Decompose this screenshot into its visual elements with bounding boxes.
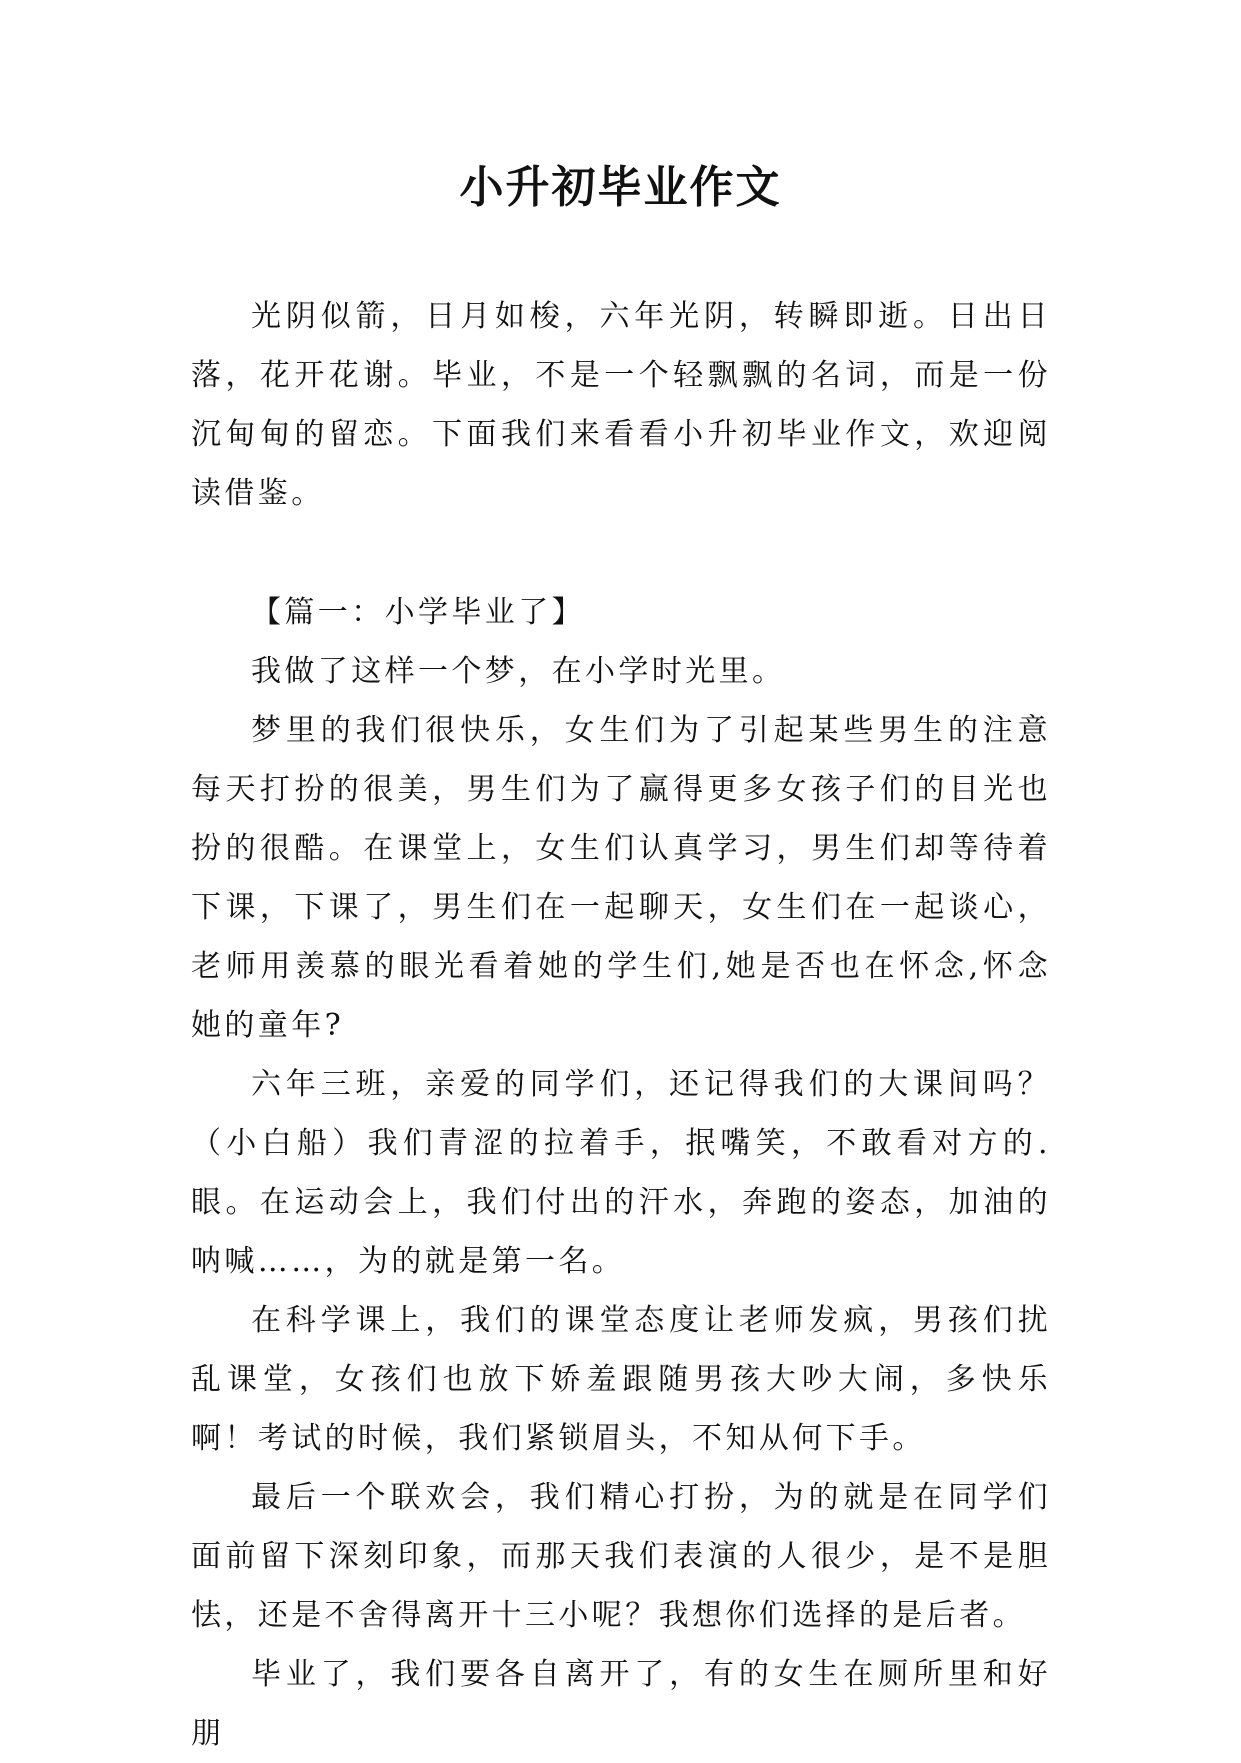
body-paragraph: 我做了这样一个梦，在小学时光里。: [251, 654, 786, 689]
body-paragraph: 在科学课上，我们的课堂态度让老师发疯，男孩们扰乱课堂，女孩们也放下娇羞跟随男孩大吵大闹，多快乐啊！考试的时候，我们紧锁眉头，不知从何下手。: [191, 1303, 1051, 1456]
document-body: [191, 287, 1051, 1763]
body-paragraph: 最后一个联欢会，我们精心打扮，为的就是在同学们面前留下深刻印象，而那天我们表演的人很少，是不是胆怯，还是不舍得离开十三小呢？我想你们选择的是后者。: [191, 1480, 1051, 1633]
body-paragraph: 毕业了，我们要各自离开了，有的女生在厕所里和好朋: [191, 1657, 1051, 1751]
body-paragraph: 梦里的我们很快乐，女生们为了引起某些男生的注意每天打扮的很美，男生们为了赢得更多女孩子们的目光也扮的很酷。在课堂上，女生们认真学习，男生们却等待着下课，下课了，男生们在一起聊天，女生们在一起谈心，老师用羡慕的眼光看着她的学生们,她是否也在怀念,怀念她的童年?: [191, 713, 1051, 1043]
section-heading: 【篇一：小学毕业了】: [251, 595, 585, 630]
body-paragraph: 六年三班，亲爱的同学们，还记得我们的大课间吗？（小白船）我们青涩的拉着手，抿嘴笑，不敢看对方的.眼。在运动会上，我们付出的汗水，奔跑的姿态，加油的呐喊……，为的就是第一名。: [191, 1067, 1051, 1279]
intro-paragraph: 光阴似箭，日月如梭，六年光阴，转瞬即逝。日出日落，花开花谢。毕业，不是一个轻飘飘的名词，而是一份沉甸甸的留恋。下面我们来看看小升初毕业作文，欢迎阅读借鉴。: [191, 299, 1051, 511]
document-title: 小升初毕业作文: [459, 162, 782, 213]
